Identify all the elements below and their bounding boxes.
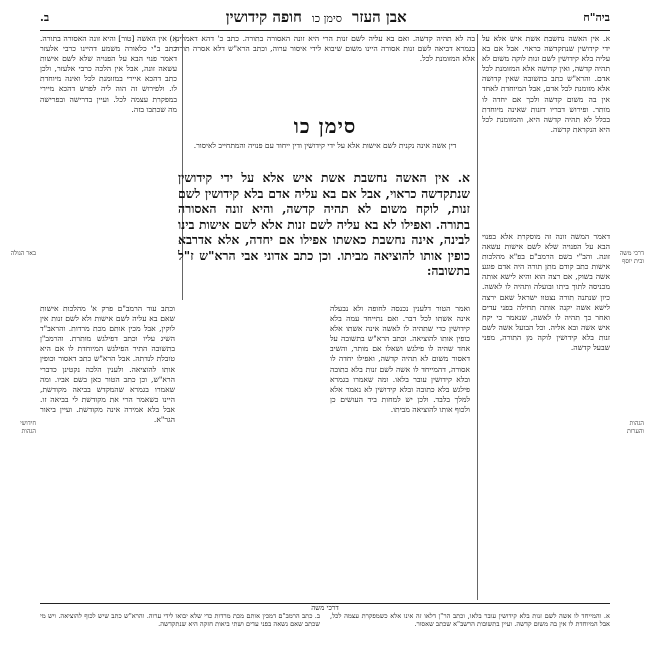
column-divider-right: [477, 34, 478, 600]
header-title-group: [226, 8, 407, 27]
main-text: א. אין האשה נחשבת אשת איש אלא על ידי קידושין שנתקדשה כראוי, אבל אם בא עליה אדם בלא קידושין לשם זנות, לוקח משום לא תהיה קדשה, והיא זונה האסורה בתורה. ואפילו לא בא עליה לשם זנות אלא לשם אישות בינו לבינה, אינה נחשבת כאשתו אפילו אם יחדה, אלא אדרבא כופין אותו להוציאה מביתו. וכן כתב אדוני אבי הרא"ש ז"ל בתשובה:: [178, 170, 470, 278]
header-rule: [40, 30, 610, 31]
footnote-left: ב. כתב הרמב"ם דמכין אותם מכת מרדות כדי שלא יבואו לידי ערוה. והרא"ש כתב שיש לכוף להוציאה. ויש מי שכתב שאם נשאה בפני עדים ושתי ביאות חזקה היא שנתקדשה.: [40, 612, 320, 629]
margin-note-right-2: הגהות והערות: [626, 420, 644, 435]
margin-note-right-1: דרכי משה ובית יוסף: [619, 250, 644, 265]
commentary-upper-center: בה לא תהיה קדשה. ואם בא עליה לשם זנות הרי היא זונה האסורה בתורה. כתב כ' דהא דאמרינן בגמרא דביאה לשם זנות אסורה היינו משום שיבוא לידי איסור ערוה, וכתב הרא"ש דלא אסרה תורה אלא המזומנת לכל.: [175, 34, 475, 64]
margin-note-left-1: באר הגולה: [10, 250, 36, 257]
commentary-upper-left: א) אין האשה [טור] והיא זונה האסורה בתורה. כתב ב"י כלאורה משמע דהיינו כרבי אלעזר דאמר פנוי הבא על הפנויה שלא לשם אישות עשאה זונה, אבל אין הלכה כרבי אלעזר, ולכן כתב דהכא איירי במזומנת לכל ואינה מיוחדת לו. ולפירוש זה הוה ליה לפרש דהכא מיירי במפקרת עצמה לכל. ועיין בדרישה ובפרישה מה שכתבו בזה.: [40, 34, 177, 114]
commentary-upper-right: א. אין האשה נחשבת אשת איש אלא על ידי קידושין שנתקדשה כראוי. אבל אם בא עליה בלא קידושין לשם זנות לוקה משום לא תהיה קדשה, ואין קדושה אלא המזומנת לכל אדם. והרא"ש כתב בתשובה שאין קדושה אלא מזומנת לכל אדם, אבל המיוחדת לאחד אין בה משום קדשה ולכך אם יחדה לו מותר. ופירוש דבריו דזנות שאינה מיוחדת בכלל לא תהיה קדשה היא, והמזומנת לכל היא הנקראת קדשה.: [482, 34, 610, 134]
header-siman: סימן כו: [311, 11, 343, 25]
running-header: [40, 6, 610, 28]
siman-subtitle: דין אשה אינה נקנית לשם אישות אלא על ידי קידושין ודין ייחוד עם פנויה והמתחייב לאיסור.: [193, 141, 457, 150]
book-title: אבן העזר: [352, 7, 407, 26]
section-title: חופה קידושין: [225, 7, 302, 26]
running-ref: ביה"ח: [583, 10, 610, 24]
commentary-mid-right: דאמר המשה זונה זה מוסקרת אלא בפנוי הבא על הפנויה שלא לשם אישות עשאה זונה. והב"י בשם הרמב"ם בפ"א מהלכות אישות כתב קודם מתן תורה היה אדם פוגע אשה בשוק, אם רצה הוא והיא לישא אותה מכניסה לתוך ביתו ובועלה ותהיה לו לאשה. כיון שנתנה תורה נצטוו ישראל שאם ירצה לישא אשה יקנה אותה תחילה בפני עדים ואחר כך תהיה לו לאשה, שנאמר כי יקח איש אשה ובא אליה. וכל הבועל אשה לשם זנות בלא קידושין לוקה מן התורה, מפני שבעל קדשה.: [482, 232, 610, 353]
page-number: ב.: [40, 10, 50, 24]
commentary-mid-left: וכתב עוד הרמב"ם פרק א' מהלכות אישות שאם בא עליה לשם אישות ולא לשם זנות אין לוקין, אבל מכין אותם מכת מרדות. והראב"ד השיג עליו וכתב דפילגש מותרת. והרמב"ן בתשובה התיר הפילגש המיוחדת לו אם היא טובלת לנדתה. אבל הרא"ש כתב דאסור וכופין אותו להוציאה. ולענין הלכה נקטינן כדברי הרא"ש, וכן כתב הטור כאן בשם אביו. ומה שאמרו בגמרא שהמקדש בביאה מקודשת, היינו כשאמר הרי את מקודשת לי בביאה זו. אבל בלא אמירה אינה מקודשת. ועיין ביאור הגר"א.: [40, 304, 175, 425]
footnote-label: דרכי משה: [311, 604, 339, 612]
commentary-mid-center: ואמר הטור דלענין נכנסה לחופה ולא נבעלה אינה אשתו לכל דבר. ואם נתייחד עמה בלא קידושין כדי שתהיה לו לאשה אינה אשתו אלא כופין אותו להוציאה. וכתב הרא"ש בתשובה על אחד שהיה לו פילגש ושאלו אם מותר, והשיב דאסור משום לא תהיה קדשה, ואפילו יחדה לו אסורה, דהמייחד לו אשה לשם זנות בלא כתובה ובלא קידושין עובר בלאו. ומה שאמרו בגמרא פילגש בלא כתובה ובלא קידושין לא נאמר אלא למלך בלבד. ולכן יש למחות ביד העושים כן ולכוף אותו להוציאה מביתו.: [330, 304, 470, 414]
margin-note-left-2: חידושי הגהות: [20, 420, 36, 435]
siman-title: סימן כו: [293, 114, 357, 138]
footnote-right: א. והמייחד לו אשה לשם זנות בלא קידושין עובר בלאו, וכתב הר"ן דלאו זה אינו אלא כשמפקרת עצמה לכל, אבל המיוחדת לו אין בה משום קדשה. ועיין בתשובות הרשב"א שכתב שאסור.: [330, 612, 610, 629]
